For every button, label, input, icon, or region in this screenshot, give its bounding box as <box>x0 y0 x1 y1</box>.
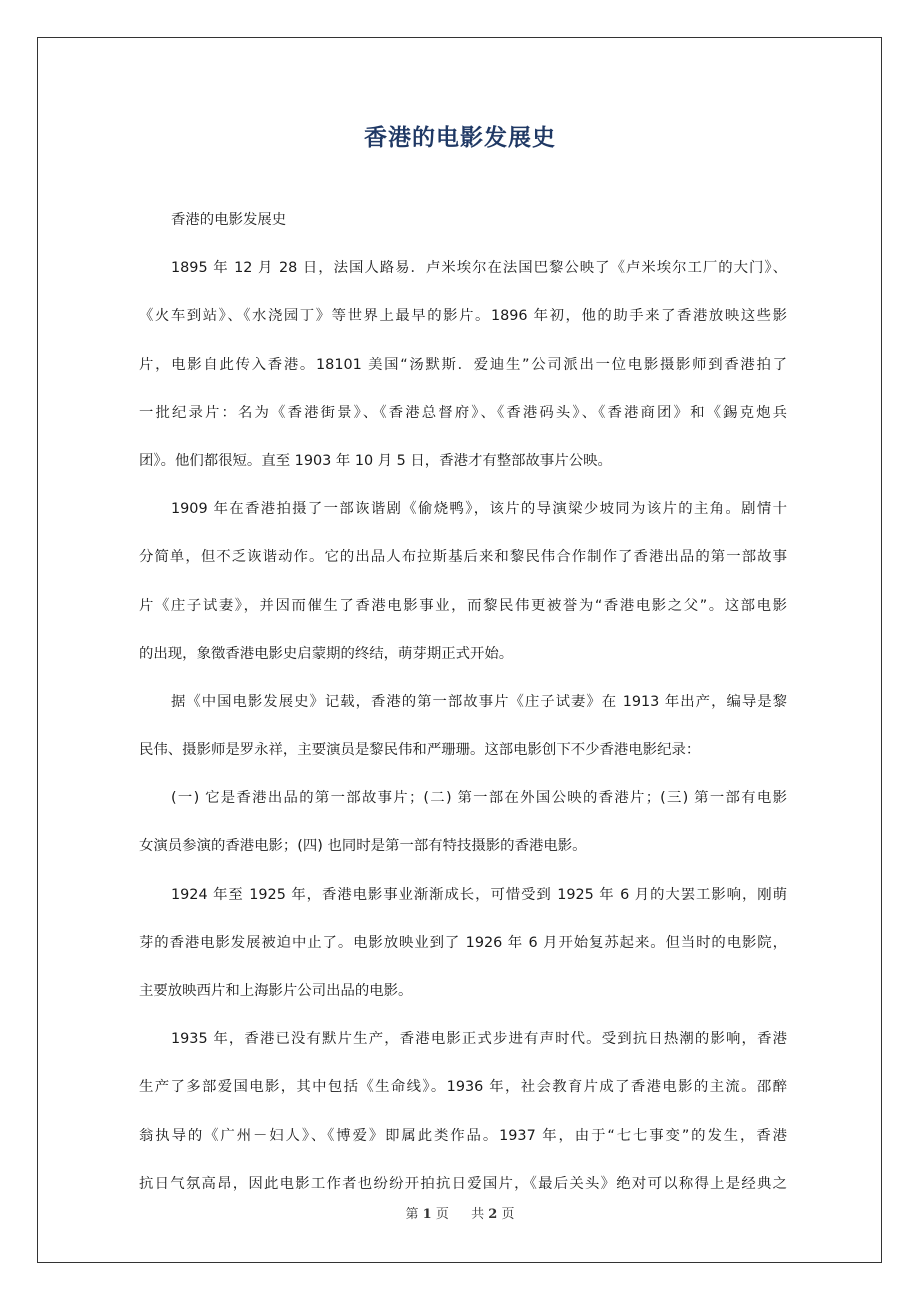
paragraph-line: 分简单，但不乏诙谐动作。它的出品人布拉斯基后来和黎民伟合作制作了香港出品的第一部故事 <box>139 549 787 566</box>
total-prefix: 共 <box>471 1207 485 1222</box>
page-footer <box>0 1205 920 1225</box>
paragraph-line: 片，电影自此传入香港。18101 美国“汤默斯．爱迪生”公司派出一位电影摄影师到香港拍了 <box>139 356 787 373</box>
total-suffix: 页 <box>501 1207 515 1222</box>
page-current: 1 <box>422 1207 432 1222</box>
paragraph-line: 民伟、摄影师是罗永祥，主要演员是黎民伟和严珊珊。这部电影创下不少香港电影纪录： <box>139 742 701 759</box>
paragraph-line: 片《庄子试妻》，并因而催生了香港电影事业，而黎民伟更被誉为“香港电影之父”。这部电影 <box>139 597 787 614</box>
page-prefix: 第 <box>405 1207 419 1222</box>
paragraph-line: 据《中国电影发展史》记载，香港的第一部故事片《庄子试妻》在 1913 年出产，编导是黎 <box>171 693 787 710</box>
page-suffix: 页 <box>435 1207 449 1222</box>
paragraph-line: 抗日气氛高昂，因此电影工作者也纷纷开拍抗日爱国片，《最后关头》绝对可以称得上是经典之 <box>139 1175 787 1192</box>
paragraph-line: 《火车到站》、《水浇园丁》等世界上最早的影片。1896 年初，他的助手来了香港放映这些影 <box>139 308 787 325</box>
paragraph-line: 生产了多部爱国电影，其中包括《生命线》。1936 年，社会教育片成了香港电影的主流。邵醉 <box>139 1079 787 1096</box>
paragraph-line: 主要放映西片和上海影片公司出品的电影。 <box>139 983 413 999</box>
subtitle-line: 香港的电影发展史 <box>171 212 287 228</box>
paragraph-line: 1924 年至 1925 年，香港电影事业渐渐成长，可惜受到 1925 年 6 月的大罢工影响，刚萌 <box>171 886 787 903</box>
paragraph-line: 1909 年在香港拍摄了一部诙谐剧《偷烧鸭》，该片的导演梁少坡同为该片的主角。剧情十 <box>171 501 787 518</box>
paragraph-line: 女演员参演的香港电影；(四) 也同时是第一部有特技摄影的香港电影。 <box>139 838 587 855</box>
paragraph-line: 团》。他们都很短。直至 1903 年 10 月 5 日，香港才有整部故事片公映。 <box>139 452 612 469</box>
document-body <box>139 196 787 1208</box>
paragraph-line: (一) 它是香港出品的第一部故事片；(二) 第一部在外国公映的香港片；(三) 第一部有电影 <box>171 790 787 807</box>
paragraph-line: 一批纪录片：名为《香港街景》、《香港总督府》、《香港码头》、《香港商团》和《錫克炮兵 <box>139 404 787 421</box>
paragraph-line: 的出现，象徵香港电影史启蒙期的终结，萌芽期正式开始。 <box>139 645 514 662</box>
paragraph-line: 1935 年，香港已没有默片生产，香港电影正式步进有声时代。受到抗日热潮的影响，香港 <box>171 1031 787 1048</box>
paragraph-line: 翁执导的《广州－妇人》、《博爱》即属此类作品。1937 年，由于“七七事变”的发生，香港 <box>139 1127 787 1144</box>
page-total: 2 <box>488 1207 498 1222</box>
paragraph-line: 芽的香港电影发展被迫中止了。电影放映业到了 1926 年 6 月开始复苏起来。但当时的电影院， <box>139 934 787 951</box>
paragraph-line: 1895 年 12 月 28 日，法国人路易．卢米埃尔在法国巴黎公映了《卢米埃尔工厂的大门》、 <box>171 260 787 277</box>
document-title: 香港的电影发展史 <box>364 125 556 151</box>
